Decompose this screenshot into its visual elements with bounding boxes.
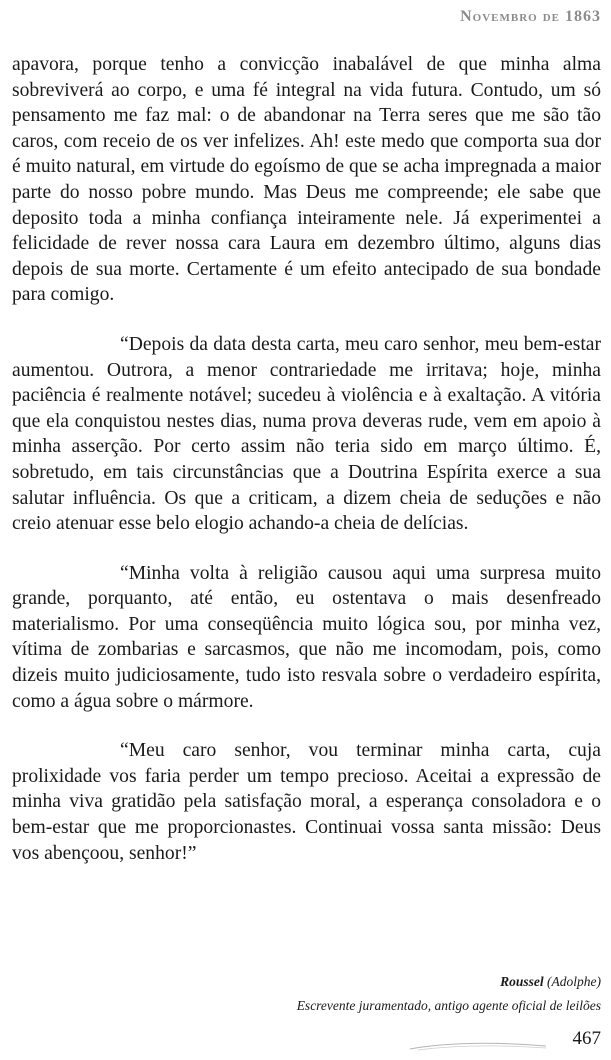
letter-body	[12, 52, 601, 890]
running-head: Novembro de 1863	[460, 8, 601, 25]
signature-name-line	[297, 970, 601, 994]
page-number: 467	[572, 1028, 601, 1049]
paragraph-3: “Minha volta à religião causou aqui uma surpresa muito grande, porquanto, até então, eu ostentava o mais desenfreado materialismo. Por uma conseqüência muito lógica sou, por minha vez, vítima de zombarias e sarcasmos, que não me incomodam, pois, como dizeis muito judiciosamente, tudo isto resvala sobre o verdadeiro espírita, como a água sobre o mármore.	[12, 562, 601, 712]
signature-block	[297, 970, 601, 1018]
paragraph-1: apavora, porque tenho a convicção inabalável de que minha alma sobreviverá ao corpo, e uma fé integral na vida futura. Contudo, um só pensamento me faz mal: o de abandonar na Terra seres que me são tão caros, com receio de os ver infelizes. Ah! este medo que comporta sua dor é muito natural, em virtude do egoísmo de que se acha impregnada a maior parte do nosso pobre mundo. Mas Deus me compreende; ele sabe que deposito toda a minha confiança inteiramente nele. Já experimentei a felicidade de rever nossa cara Laura em dezembro último, alguns dias depois de sua morte. Certamente é um efeito antecipado de sua bondade para comigo.	[12, 54, 601, 306]
signature-title: Escrevente juramentado, antigo agente oficial de leilões	[296, 998, 601, 1013]
paragraph-2: “Depois da data desta carta, meu caro senhor, meu bem-estar aumentou. Outrora, a menor contrariedade me irritava; hoje, minha paciência é realmente notável; sucedeu à violência e à exaltação. A vitória que ela conquistou nestes dias, numa prova deveras rude, vem em apoio à minha asserção. Por certo assim não teria sido em março último. É, sobretudo, em tais circunstâncias que a Doutrina Espírita exerce a sua salutar influência. Os que a criticam, a dizem cheia de seduções e não creio atenuar esse belo elogio achando-a cheia de delícias.	[12, 333, 601, 535]
signature-name: Roussel	[500, 974, 544, 989]
paragraph-4: “Meu caro senhor, vou terminar minha carta, cuja prolixidade vos faria perder um tempo precioso. Aceitai a expressão de minha viva gratidão pela satisfação moral, a esperança consoladora e o bem-estar que me proporcionastes. Continuai vossa santa missão: Deus vos abençoou, senhor!”	[12, 740, 601, 864]
signature-given-name: (Adolphe)	[547, 974, 601, 989]
footer-ornament	[408, 1040, 548, 1052]
